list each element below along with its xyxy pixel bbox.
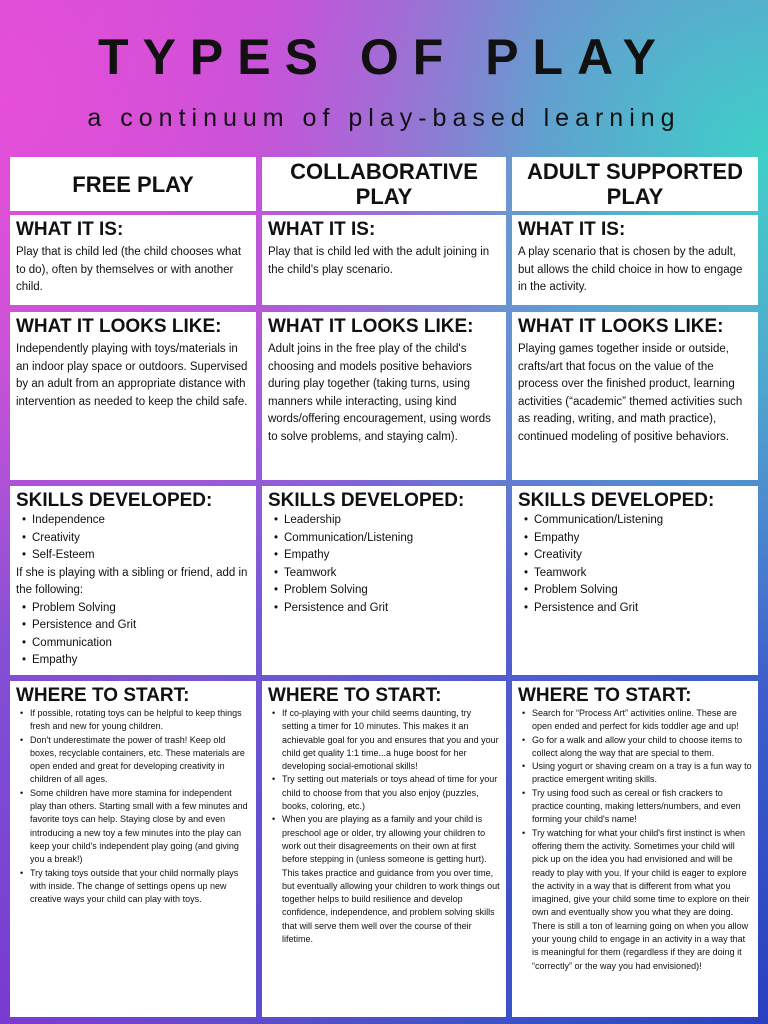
tip-item: • Don't underestimate the power of trash! Keep old boxes, recyclable containers, etc. These materials are open ended and great for developing creativity in children of all ages. (16, 734, 250, 787)
skill-item: • Persistence and Grit (16, 617, 250, 635)
tips-list (512, 707, 758, 973)
skills-note: If she is playing with a sibling or friend, add in the following: (16, 566, 248, 596)
tip-item: • Try watching for what your child's first instinct is when offering them the activity. Sometimes your child will pick up on the idea you had envisioned and will be ready to play with you. If your child is eager to explore the activity in a way that is different from what you imagined, give your child some time to explore on their own and eventually show you what they are doing. There is still a ton of learning going on when you allow your young child to engage in an activity in a way that is meaningful for them (regardless if they are doing it “correctly” or the way you had envisioned)! (518, 827, 752, 973)
collaborative-play-skills (262, 486, 506, 675)
tip-item: • Search for “Process Art” activities online. These are open ended and perfect for kids toddler age and up! (518, 707, 752, 734)
adult-supported-play-what-it-is (512, 215, 758, 305)
section-text: Independently playing with toys/materials in an indoor play space or outdoors. Supervised by an adult from an appropriate distance with intervention as needed to keep the child safe. (16, 343, 248, 408)
skill-item: • Problem Solving (268, 582, 500, 600)
section-heading: WHAT IT IS: (16, 219, 124, 240)
section-heading: WHAT IT LOOKS LIKE: (16, 316, 222, 337)
skills-list (10, 512, 256, 565)
tip-item: • Using yogurt or shaving cream on a tray is a fun way to practice emergent writing skills. (518, 760, 752, 787)
skills-list (512, 512, 758, 617)
skills-extra-list (10, 600, 256, 670)
free-play-looks-like (10, 312, 256, 480)
skill-item: • Teamwork (268, 565, 500, 583)
skill-item: • Teamwork (518, 565, 752, 583)
skill-item: • Problem Solving (518, 582, 752, 600)
skill-item: • Empathy (268, 547, 500, 565)
section-heading: WHERE TO START: (268, 685, 442, 706)
tips-list (262, 707, 506, 946)
section-heading: WHAT IT IS: (268, 219, 376, 240)
tip-item: • When you are playing as a family and your child is preschool age or older, try allowing your children to work out their disagreements on their own at first before stepping in (unless someone is getting hurt). This takes practice and guidance from you over time, but eventually allowing your children to work things out together helps to build resilience and develop confidence, independence, and problem solving skills that will serve them well over the course of their lifetime. (268, 813, 500, 946)
tip-item: • Try setting out materials or toys ahead of time for your child to choose from that you also enjoy (puzzles, books, coloring, etc.) (268, 773, 500, 813)
adult-supported-play-heading-box (512, 157, 758, 211)
page-title: TYPES OF PLAY (98, 29, 670, 85)
skill-item: • Creativity (518, 547, 752, 565)
skills-list (262, 512, 506, 617)
section-heading: WHERE TO START: (518, 685, 692, 706)
section-heading: SKILLS DEVELOPED: (518, 490, 715, 511)
tip-item: • Some children have more stamina for independent play than others. Starting small with a few minutes and favorite toys can help. Staying close by and even introducing a new toy a few minutes into the play can keep your child's independent play going (and giving you a break!) (16, 787, 250, 867)
skill-item: • Self-Esteem (16, 547, 250, 565)
column-heading: ADULT SUPPORTED PLAY (527, 159, 743, 209)
page-subtitle: a continuum of play-based learning (87, 104, 681, 132)
column-heading: FREE PLAY (72, 171, 194, 197)
section-text: A play scenario that is chosen by the adult, but allows the child choice in how to engage in the activity. (518, 246, 743, 293)
skill-item: • Leadership (268, 512, 500, 530)
section-text: Adult joins in the free play of the child's choosing and models positive behaviors during play together (taking turns, using manners while interacting, using kind words/offering encouragement, using words to solve problems, and staying calm). (268, 343, 491, 443)
section-heading: WHAT IT LOOKS LIKE: (518, 316, 724, 337)
section-text: Play that is child led with the adult joining in the child's play scenario. (268, 246, 490, 276)
skill-item: • Persistence and Grit (268, 600, 500, 618)
collaborative-play-what-it-is (262, 215, 506, 305)
section-text: Play that is child led (the child chooses what to do), often by themselves or with another child. (16, 246, 242, 293)
tip-item: • If possible, rotating toys can be helpful to keep things fresh and new for young children. (16, 707, 250, 734)
adult-supported-play-looks-like (512, 312, 758, 480)
section-heading: SKILLS DEVELOPED: (16, 490, 213, 511)
section-heading: WHAT IT LOOKS LIKE: (268, 316, 474, 337)
tip-item: • Try taking toys outside that your child normally plays with inside. The change of settings opens up new creative ways your child can play with toys. (16, 867, 250, 907)
skill-item: • Empathy (518, 530, 752, 548)
section-heading: SKILLS DEVELOPED: (268, 490, 465, 511)
collaborative-play-looks-like (262, 312, 506, 480)
free-play-skills (10, 486, 256, 675)
skill-item: • Creativity (16, 530, 250, 548)
adult-supported-play-skills (512, 486, 758, 675)
skill-item: • Empathy (16, 652, 250, 670)
section-heading: WHAT IT IS: (518, 219, 626, 240)
skill-item: • Independence (16, 512, 250, 530)
skill-item: • Communication (16, 635, 250, 653)
tips-list (10, 707, 256, 906)
section-heading: WHERE TO START: (16, 685, 190, 706)
collaborative-play-heading-box (262, 157, 506, 211)
skill-item: • Communication/Listening (268, 530, 500, 548)
adult-supported-play-where-to-start (512, 681, 758, 1017)
free-play-where-to-start (10, 681, 256, 1017)
section-text: Playing games together inside or outside, crafts/art that focus on the value of the process over the finished product, learning activities (“academic” themed activities such as reading, writing, and math practice), continued modeling of positive behaviors. (518, 343, 743, 443)
column-heading: COLLABORATIVE PLAY (290, 159, 478, 209)
collaborative-play-where-to-start (262, 681, 506, 1017)
tip-item: • If co-playing with your child seems daunting, try setting a timer for 10 minutes. This makes it an achievable goal for you and ensures that you and your child get quality 1:1 time...a huge boost for her developing social-emotional skills! (268, 707, 500, 773)
tip-item: • Try using food such as cereal or fish crackers to practice counting, making letters/numbers, and even forming your child's name! (518, 787, 752, 827)
skill-item: • Communication/Listening (518, 512, 752, 530)
free-play-heading-box (10, 157, 256, 211)
free-play-what-it-is (10, 215, 256, 305)
tip-item: • Go for a walk and allow your child to choose items to collect along the way that are special to them. (518, 734, 752, 761)
skill-item: • Problem Solving (16, 600, 250, 618)
skill-item: • Persistence and Grit (518, 600, 752, 618)
